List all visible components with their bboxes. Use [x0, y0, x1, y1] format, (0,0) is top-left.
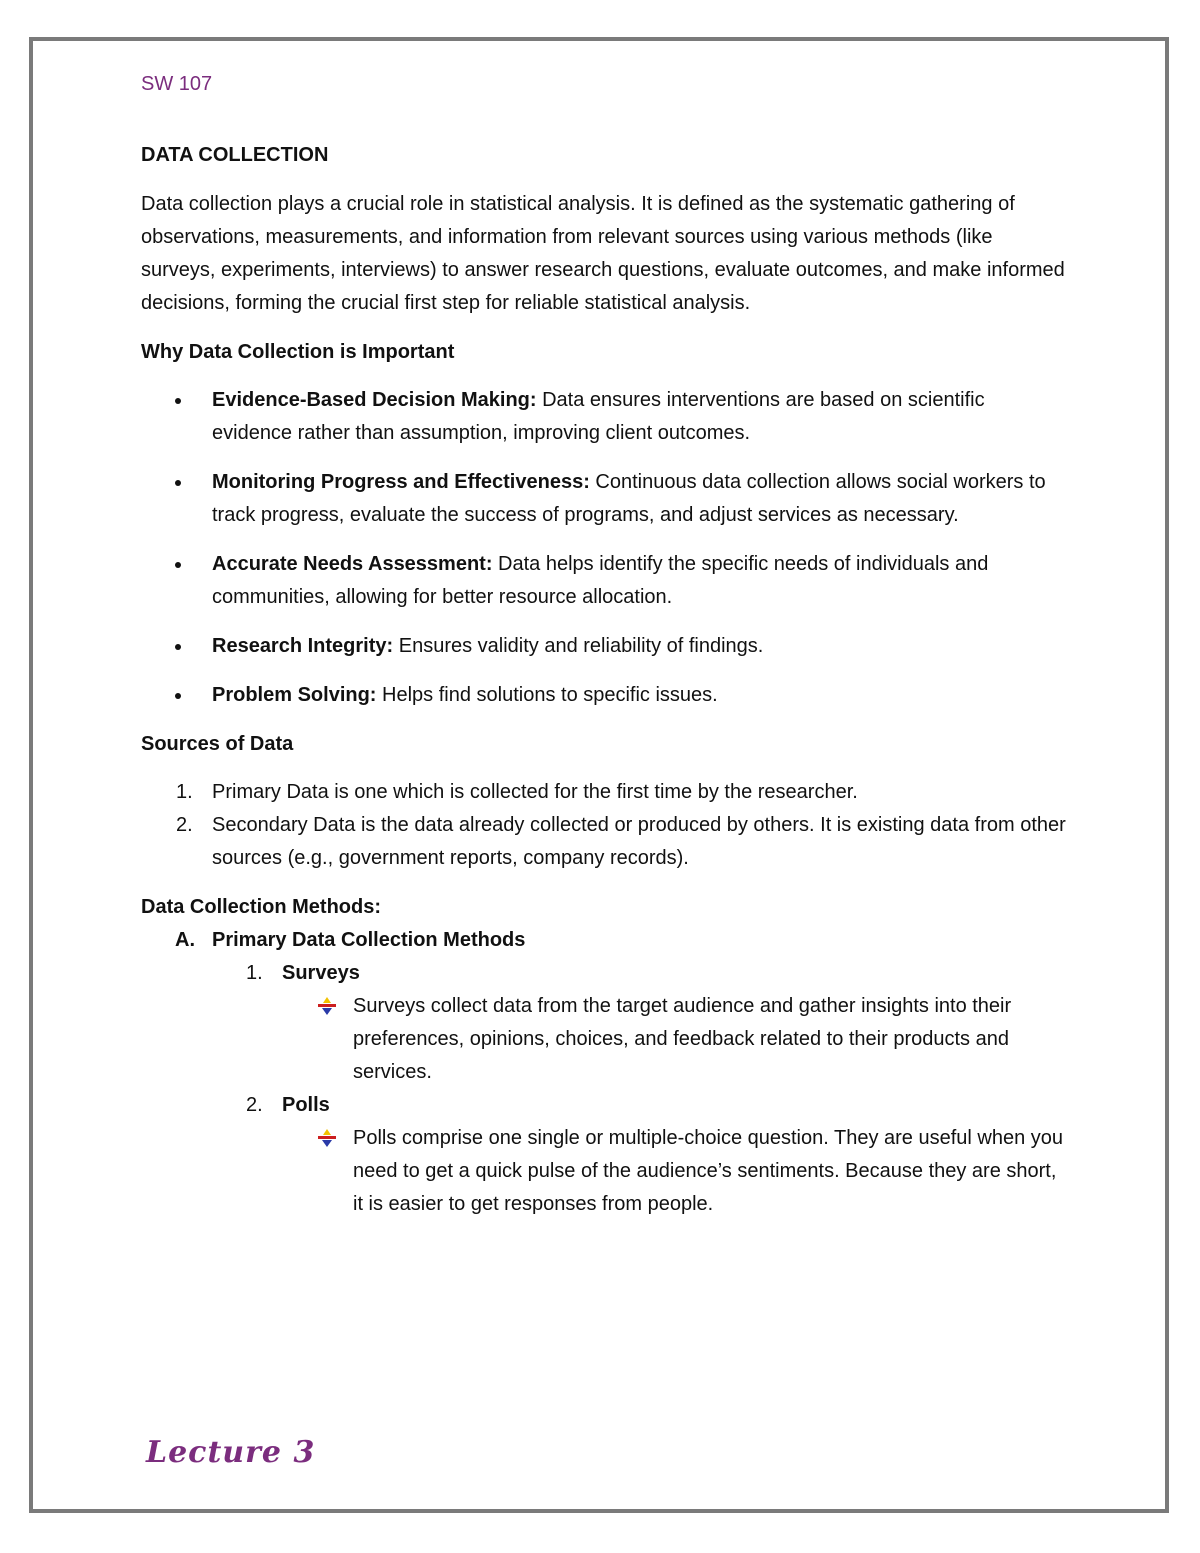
list-item [141, 776, 1066, 809]
item-text: Data ensures interventions are based on scientific evidence rather than assumption, improving client outcomes. [212, 389, 985, 444]
list-item [141, 630, 1066, 663]
item-number: 2. [176, 814, 193, 836]
item-term: Monitoring Progress and Effectiveness: [212, 471, 590, 493]
item-number: 2. [246, 1094, 263, 1116]
section-letter: A. [175, 929, 195, 951]
bullet-icon [175, 562, 181, 568]
importance-heading: Why Data Collection is Important [141, 341, 455, 363]
sources-list [141, 776, 1066, 875]
document-title: DATA COLLECTION [141, 144, 329, 166]
method-description [141, 1122, 1066, 1221]
method-label: Polls [282, 1094, 330, 1116]
item-number: 1. [246, 962, 263, 984]
four-way-arrow-icon [317, 1128, 337, 1148]
item-term: Evidence-Based Decision Making: [212, 389, 537, 411]
item-text: Primary Data is one which is collected for the first time by the researcher. [212, 781, 858, 803]
method-description [141, 990, 1066, 1089]
item-term: Research Integrity: [212, 635, 394, 657]
item-text: Secondary Data is the data already collected or produced by others. It is existing data from other sources (e.g., government reports, company records). [212, 814, 1066, 869]
description-text: Surveys collect data from the target audience and gather insights into their preferences, opinions, choices, and feedback related to their products and services. [353, 995, 1012, 1083]
importance-list [141, 384, 1066, 712]
item-term: Accurate Needs Assessment: [212, 553, 493, 575]
four-way-arrow-icon [317, 996, 337, 1016]
list-item [141, 548, 1066, 614]
document-content [141, 68, 1066, 1221]
lecture-label: Lecture 3 [146, 1435, 316, 1470]
sources-heading: Sources of Data [141, 733, 294, 755]
description-text: Polls comprise one single or multiple-choice question. They are useful when you need to get a quick pulse of the audience’s sentiments. Because they are short, it is easier to get responses from people. [353, 1127, 1064, 1215]
item-text: Data helps identify the specific needs of individuals and communities, allowing for better resource allocation. [212, 553, 989, 608]
item-text: Ensures validity and reliability of findings. [393, 635, 764, 657]
bullet-icon [175, 398, 181, 404]
bullet-icon [175, 644, 181, 650]
item-term: Problem Solving: [212, 684, 377, 706]
primary-methods-heading [141, 924, 1066, 957]
method-polls [141, 1089, 1066, 1122]
method-label: Surveys [282, 962, 360, 984]
item-number: 1. [176, 781, 193, 803]
item-text: Helps find solutions to specific issues. [376, 684, 718, 706]
list-item [141, 679, 1066, 712]
method-surveys [141, 957, 1066, 990]
bullet-icon [175, 693, 181, 699]
course-code: SW 107 [141, 73, 213, 95]
item-text: Continuous data collection allows social workers to track progress, evaluate the success of programs, and adjust services as necessary. [212, 471, 1046, 526]
list-item [141, 466, 1066, 532]
section-label: Primary Data Collection Methods [212, 929, 526, 951]
methods-heading: Data Collection Methods: [141, 896, 382, 918]
intro-paragraph: Data collection plays a crucial role in statistical analysis. It is defined as the systematic gathering of observations, measurements, and information from relevant sources using various methods (like surveys, experiments, interviews) to answer research questions, evaluate outcomes, and make informed decisions, forming the crucial first step for reliable statistical analysis. [141, 193, 1065, 314]
list-item [141, 809, 1066, 875]
list-item [141, 384, 1066, 450]
bullet-icon [175, 480, 181, 486]
